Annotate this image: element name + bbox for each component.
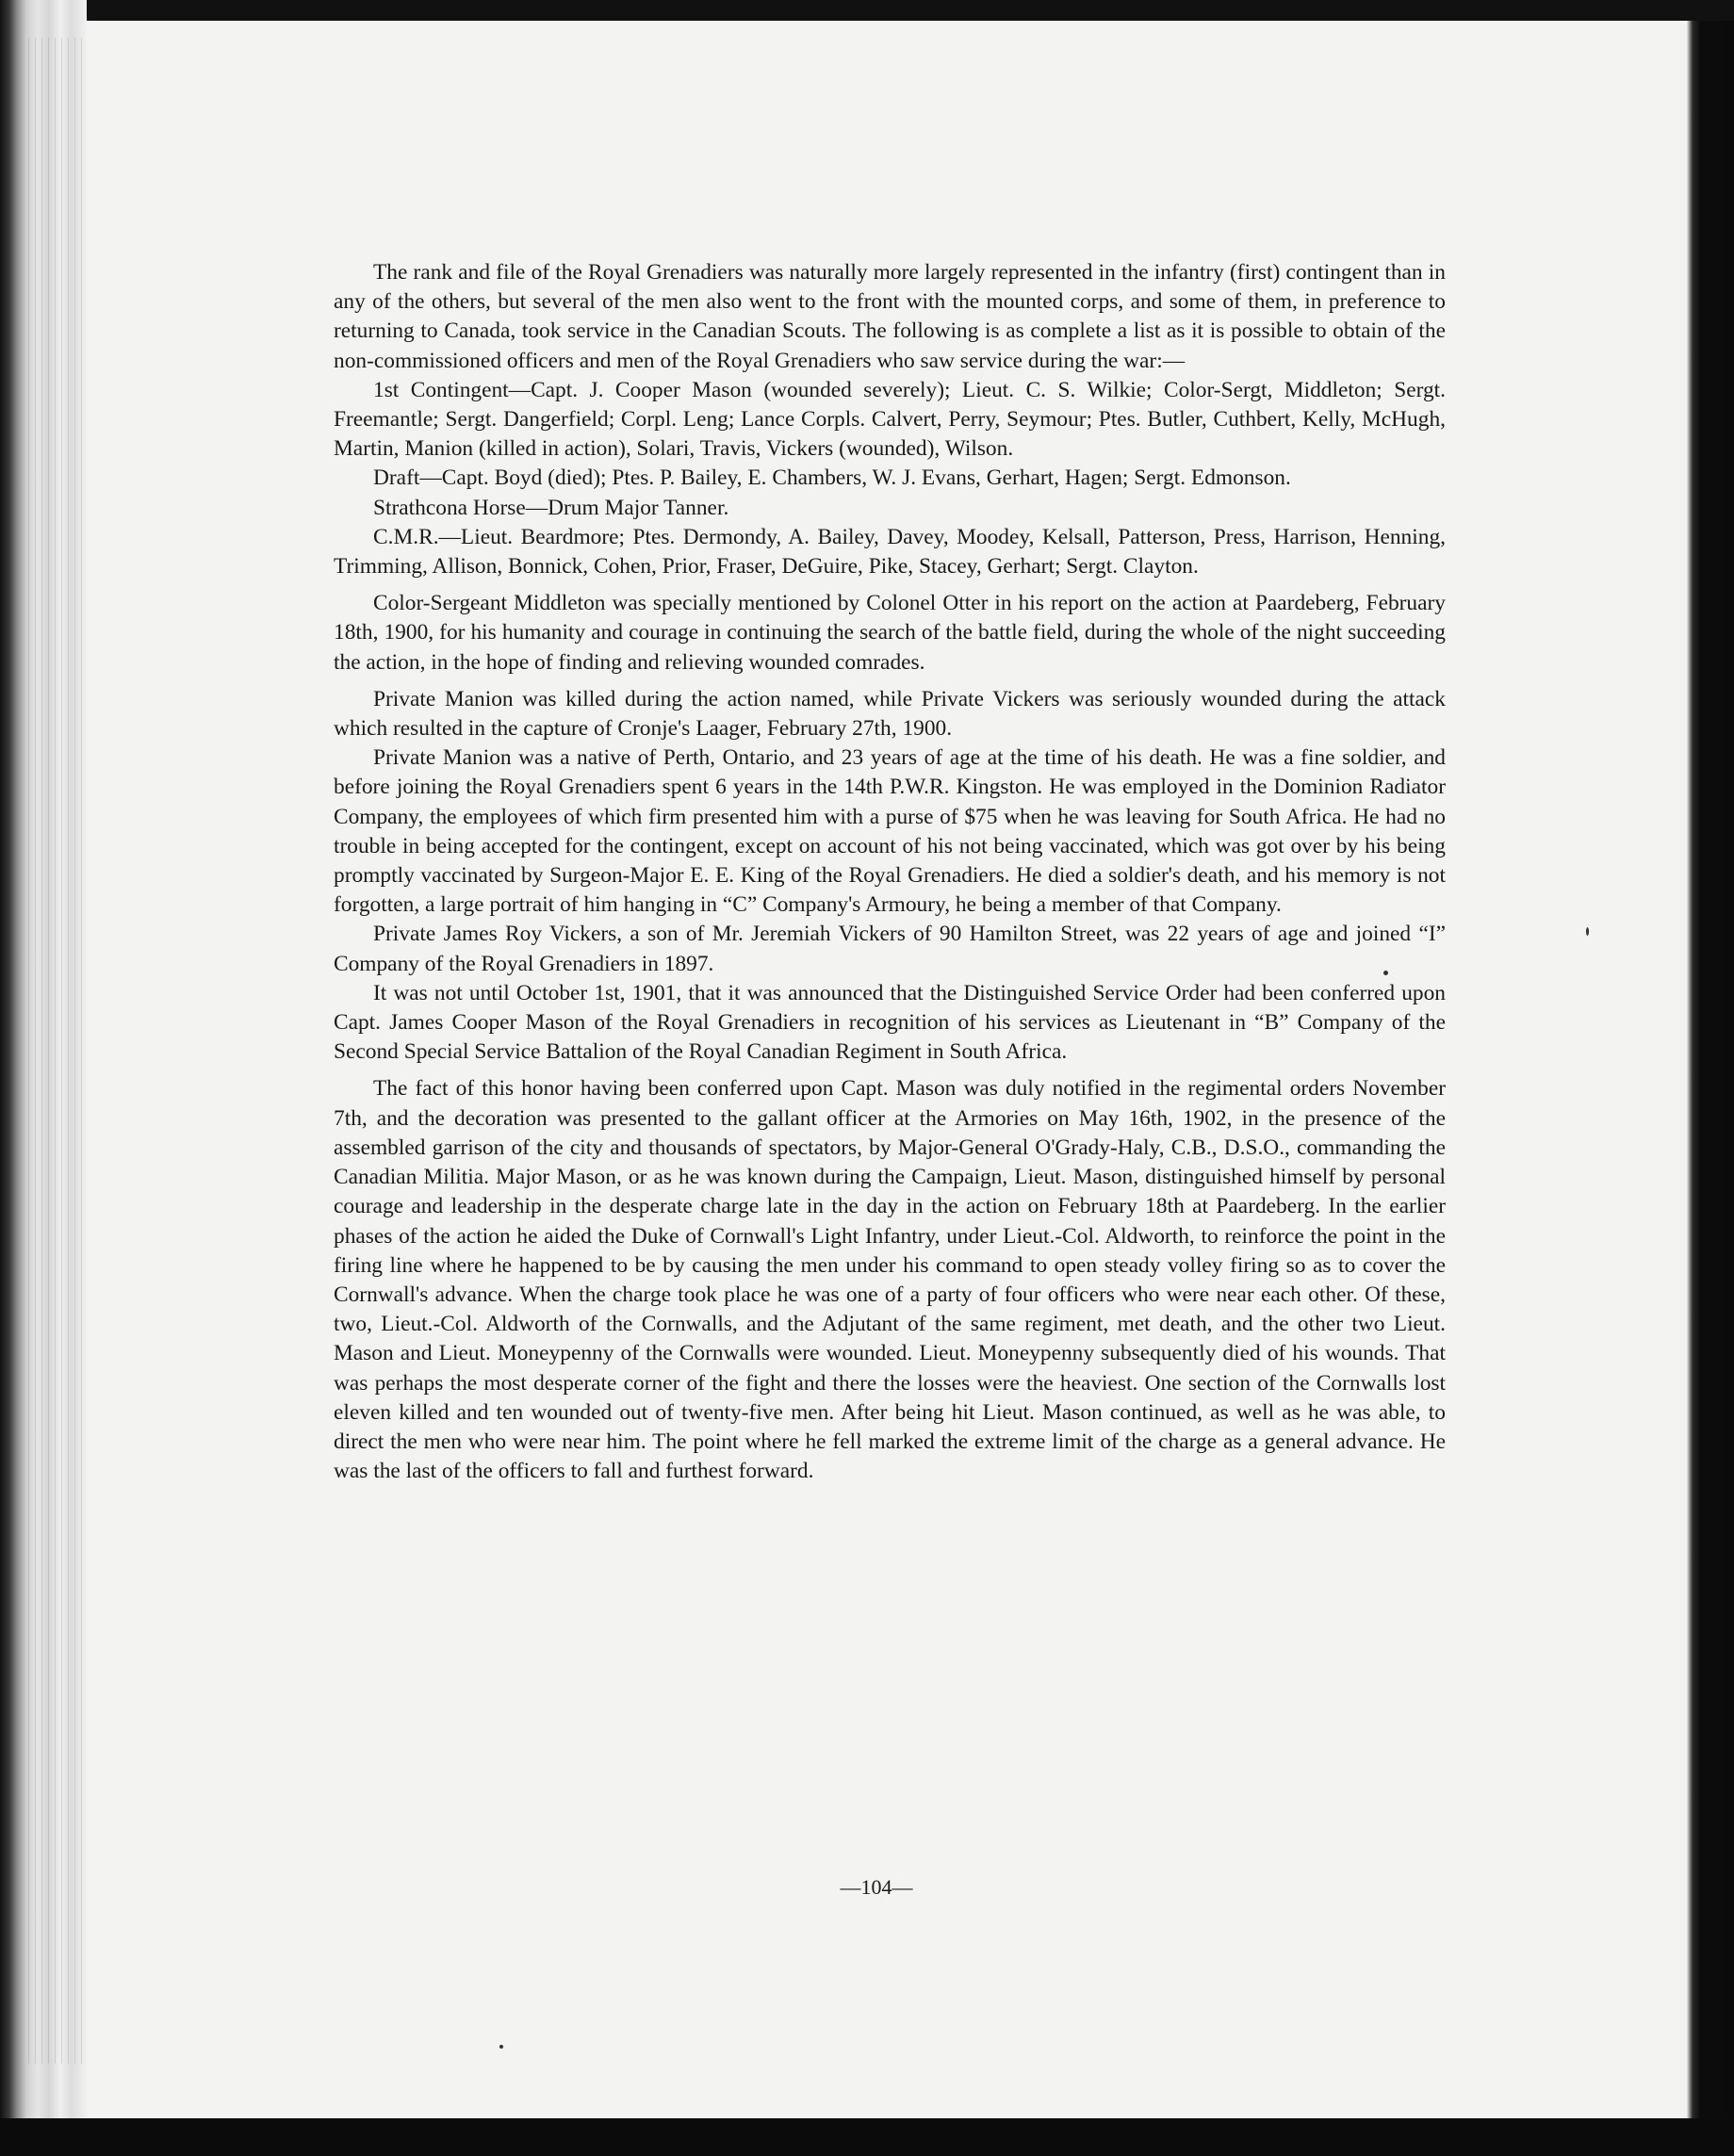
paragraph-cmr: C.M.R.—Lieut. Beardmore; Ptes. Dermondy, A. Bailey, Davey, Moodey, Kelsall, Patterson, Press, Harrison, Henning, Trimming, Allison, Bonnick, Cohen, Prior, Fraser, DeGuire, Pike, Stacey, Gerhart; Sergt. Clayton.: [334, 524, 1446, 580]
paragraph-intro: The rank and file of the Royal Grenadiers was naturally more largely represented in the infantry (first) contingent than in any of the others, but several of the men also went to the front with the mounted corps, and some of them, in preference to returning to Canada, took service in the Canadian Scouts. The following is as complete a list as it is possible to obtain of the non-commissioned officers and men of the Royal Grenadiers who saw service during the war:—: [334, 260, 1446, 373]
paragraph-manion-bio: Private Manion was a native of Perth, Ontario, and 23 years of age at the time of his death. He was a fine soldier, and before joining the Royal Grenadiers spent 6 years in the 14th P.W.R. Kingston. He was employed in the Dominion Radiator Company, the employees of which firm presented him with a purse of $75 when he was leaving for South Africa. He had no trouble in being accepted for the contingent, except on account of his not being vaccinated, which was got over by his being promptly vaccinated by Surgeon-Major E. E. King of the Royal Grenadiers. He died a soldier's death, and his memory is not forgotten, a large portrait of him hanging in “C” Company's Armoury, he being a member of that Company.: [334, 745, 1446, 918]
page-number: —104—: [840, 1875, 913, 1899]
page-stack-lines: [28, 38, 85, 2064]
scan-speck: [1383, 971, 1388, 975]
scan-speck: [499, 2045, 503, 2049]
paragraph-mason-honor: The fact of this honor having been conferred upon Capt. Mason was duly notified in the regimental orders November 7th, and the decoration was presented to the gallant officer at the Armories on May 16th, 1902, in the presence of the assembled garrison of the city and thousands of spectators, by Major-General O'Grady-Haly, C.B., D.S.O., commanding the Canadian Militia. Major Mason, or as he was known during the Campaign, Lieut. Mason, distinguished himself by personal courage and leadership in the desperate charge late in the day in the action on February 18th at Paardeberg. In the earlier phases of the action he aided the Duke of Cornwall's Light Infantry, under Lieut.-Col. Aldworth, to reinforce the point in the firing line where he happened to be by causing the men under his command to open steady volley firing so as to cover the Cornwall's advance. When the charge took place he was one of a party of four officers who were near each other. Of these, two, Lieut.-Col. Aldworth of the Cornwalls, and the Adjutant of the same regiment, met death, and the other two Lieut. Mason and Lieut. Moneypenny of the Cornwalls were wounded. Lieut. Moneypenny subsequently died of his wounds. That was perhaps the most desperate corner of the fight and there the losses were the heaviest. One section of the Cornwalls lost eleven killed and ten wounded out of twenty-five men. After being hit Lieut. Mason continued, as well as he was able, to direct the men who were near him. The point where he fell marked the extreme limit of the charge as a general advance. He was the last of the officers to fall and furthest forward.: [334, 1076, 1446, 1484]
paragraph-strathcona: Strathcona Horse—Drum Major Tanner.: [373, 495, 729, 520]
paragraph-first-contingent: 1st Contingent—Capt. J. Cooper Mason (wounded severely); Lieut. C. S. Wilkie; Color-Sergt, Middleton; Sergt. Freemantle; Sergt. Dangerfield; Corpl. Leng; Lance Corpls. Calvert, Perry, Seymour; Ptes. Butler, Cuthbert, Kelly, McHugh, Martin, Manion (killed in action), Solari, Travis, Vickers (wounded), Wilson.: [334, 377, 1446, 462]
scan-top-border: [0, 0, 1734, 21]
paragraph-dso: It was not until October 1st, 1901, that it was announced that the Distinguished Service Order had been conferred upon Capt. James Cooper Mason of the Royal Grenadiers in recognition of his services as Lieutenant in “B” Company of the Second Special Service Battalion of the Royal Canadian Regiment in South Africa.: [334, 980, 1446, 1065]
paragraph-draft: Draft—Capt. Boyd (died); Ptes. P. Bailey, E. Chambers, W. J. Evans, Gerhart, Hagen; Sergt. Edmonson.: [373, 466, 1291, 491]
body-text: [334, 258, 1446, 1486]
scan-speck: [1586, 927, 1589, 936]
paragraph-manion-killed: Private Manion was killed during the action named, while Private Vickers was seriously wounded during the attack which resulted in the capture of Cronje's Laager, February 27th, 1900.: [334, 686, 1446, 742]
scan-bottom-border: [0, 2118, 1734, 2156]
paragraph-middleton: Color-Sergeant Middleton was specially mentioned by Colonel Otter in his report on the action at Paardeberg, February 18th, 1900, for his humanity and courage in continuing the search of the battle field, during the whole of the night succeeding the action, in the hope of finding and relieving wounded comrades.: [334, 591, 1446, 675]
book-page-edges: [0, 0, 87, 2156]
paragraph-vickers: Private James Roy Vickers, a son of Mr. Jeremiah Vickers of 90 Hamilton Street, was 22 years of age and joined “I” Company of the Royal Grenadiers in 1897.: [334, 922, 1446, 976]
scan-right-border: [1687, 21, 1734, 2156]
